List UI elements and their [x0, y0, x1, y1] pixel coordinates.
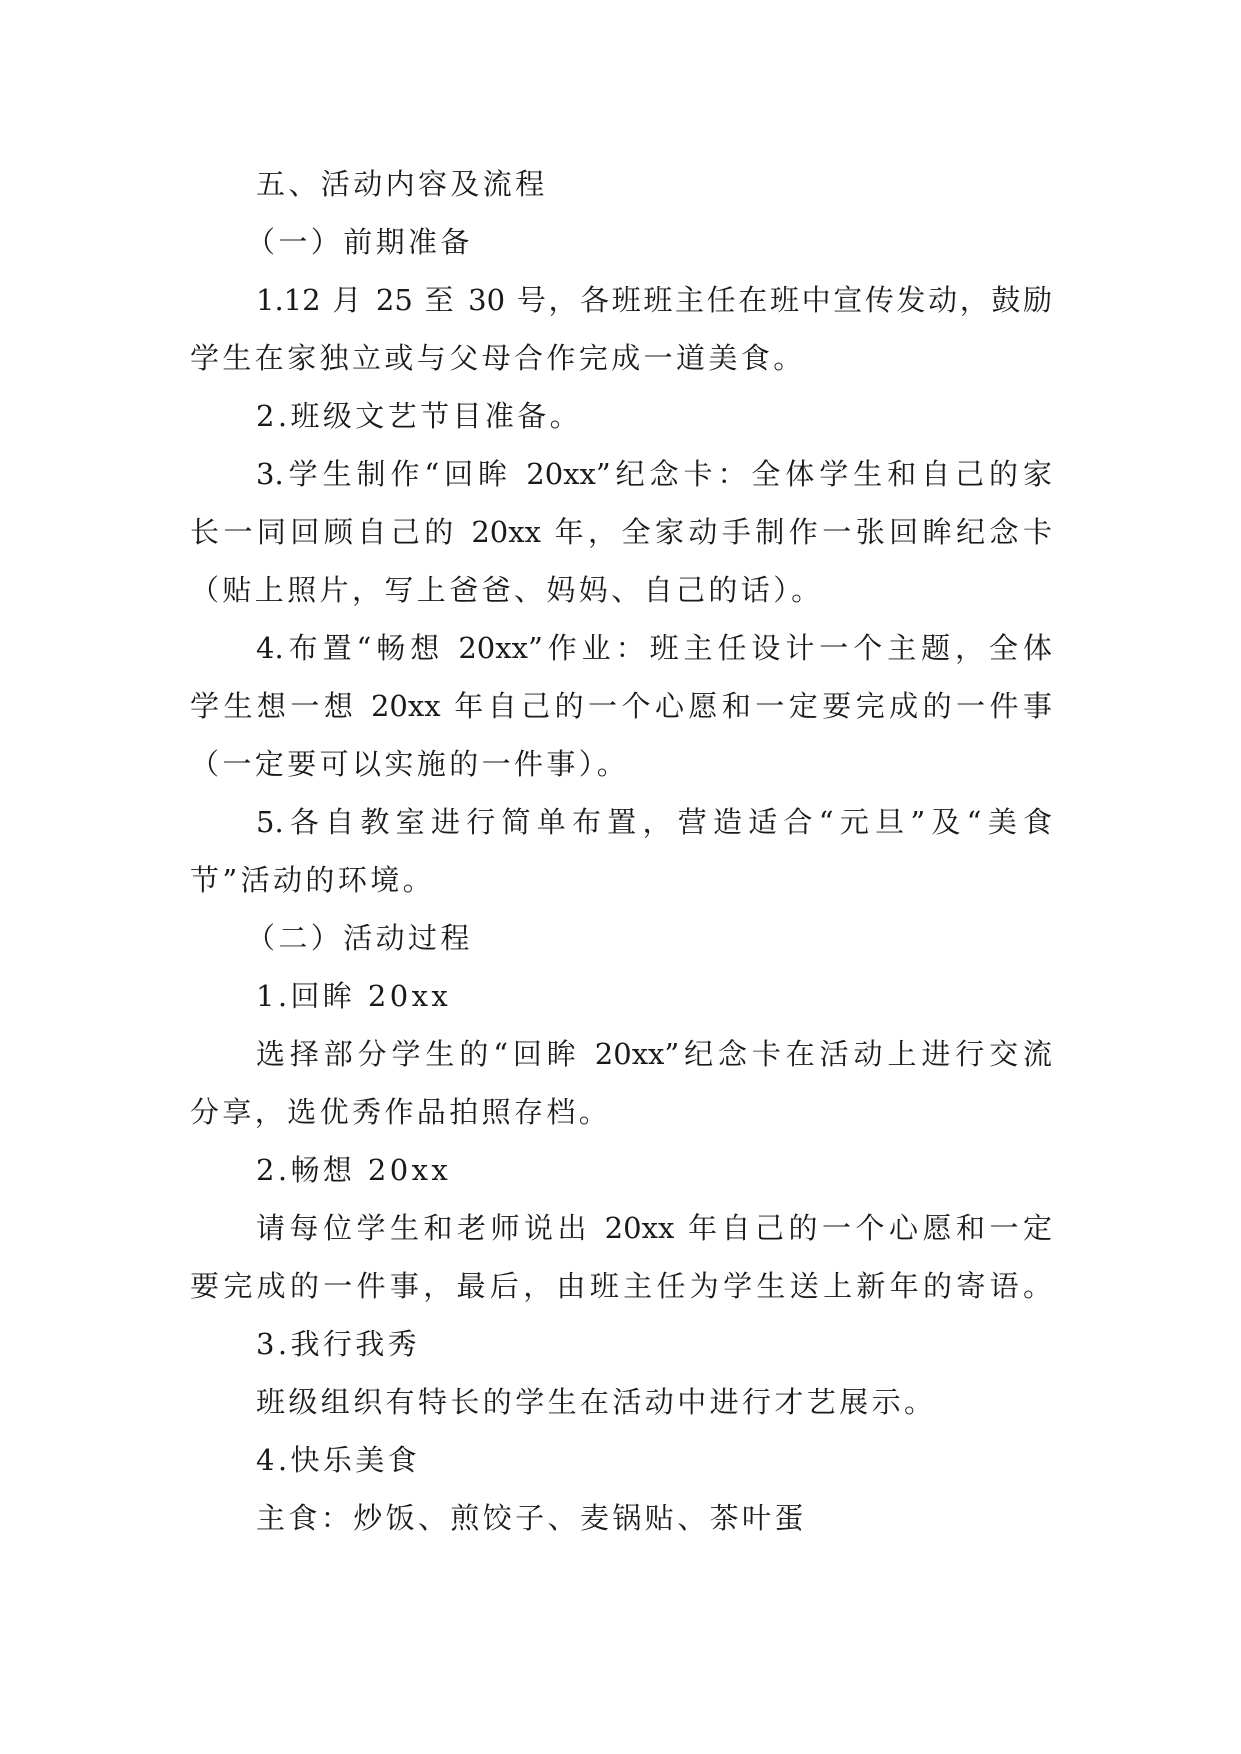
- paragraph-line: 3.学生制作“回眸 20xx”纪念卡：全体学生和自己的家: [256, 457, 1052, 491]
- paragraph-line: 学生想一想 20xx 年自己的一个心愿和一定要完成的一件事: [190, 689, 1052, 723]
- document-body: [190, 155, 1052, 1547]
- paragraph-line: 要完成的一件事，最后，由班主任为学生送上新年的寄语。: [190, 1269, 1052, 1303]
- paragraph-line: （一定要可以实施的一件事）。: [190, 747, 630, 781]
- paragraph-line: 选择部分学生的“回眸 20xx”纪念卡在活动上进行交流: [256, 1037, 1052, 1071]
- paragraph-line: 2.班级文艺节目准备。: [256, 399, 583, 433]
- paragraph-line: 4.布置“畅想 20xx”作业：班主任设计一个主题，全体: [256, 631, 1052, 665]
- item-heading: 4.快乐美食: [256, 1443, 421, 1477]
- paragraph-line: 学生在家独立或与父母合作完成一道美食。: [190, 341, 806, 375]
- item-heading: 3.我行我秀: [256, 1327, 421, 1361]
- paragraph-line: 班级组织有特长的学生在活动中进行才艺展示。: [256, 1385, 937, 1419]
- item-heading: 1.回眸 20xx: [256, 979, 452, 1013]
- paragraph-line: 节”活动的环境。: [190, 863, 436, 897]
- paragraph-line: 分享，选优秀作品拍照存档。: [190, 1095, 612, 1129]
- item-heading: 2.畅想 20xx: [256, 1153, 452, 1187]
- paragraph-line: 5.各自教室进行简单布置，营造适合“元旦”及“美食: [256, 805, 1052, 839]
- subsection-heading: （二）活动过程: [246, 921, 473, 955]
- paragraph-line: 长一同回顾自己的 20xx 年，全家动手制作一张回眸纪念卡: [190, 515, 1052, 549]
- paragraph-line: 1.12 月 25 至 30 号，各班班主任在班中宣传发动，鼓励: [256, 283, 1052, 317]
- paragraph-line: 主食：炒饭、煎饺子、麦锅贴、茶叶蛋: [256, 1501, 807, 1535]
- section-heading: 五、活动内容及流程: [256, 167, 548, 201]
- subsection-heading: （一）前期准备: [246, 225, 473, 259]
- paragraph-line: （贴上照片，写上爸爸、妈妈、自己的话）。: [190, 573, 824, 607]
- paragraph-line: 请每位学生和老师说出 20xx 年自己的一个心愿和一定: [256, 1211, 1052, 1245]
